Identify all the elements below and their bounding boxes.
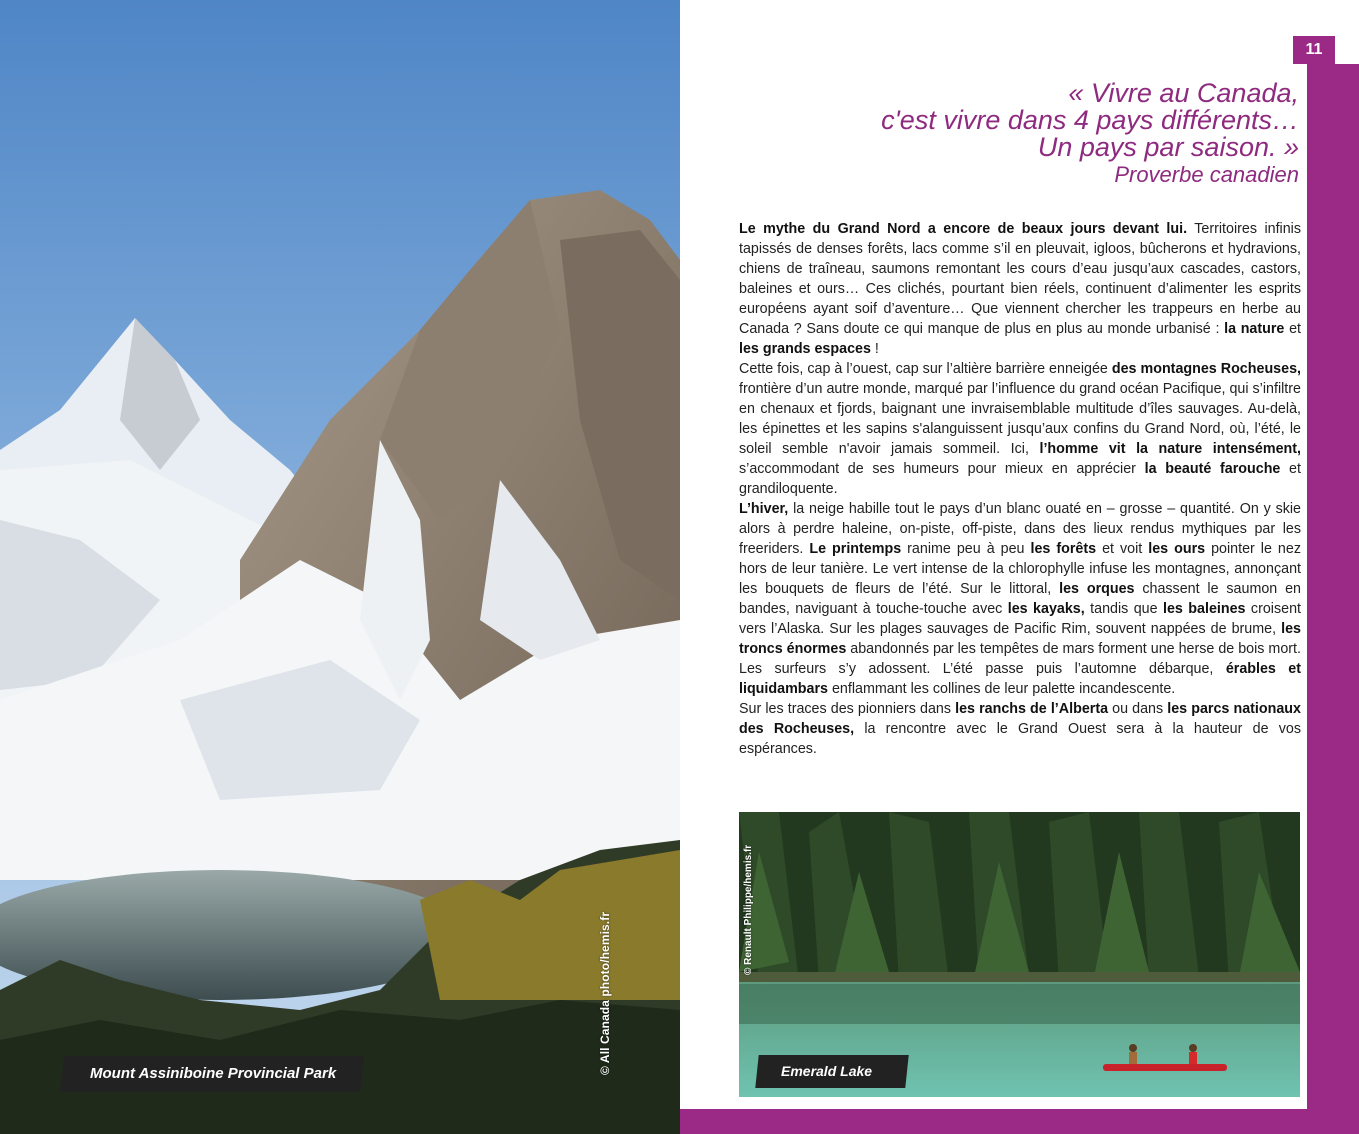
bold-run: les ranchs de l’Alberta — [955, 701, 1109, 717]
bold-run: érables et liquidambars — [739, 661, 1302, 697]
text-run: abandonnés par les tempêtes de mars forment une herse de bois mort. Les surfeurs s’y adossent. L’été passe puis l’automne débarque, — [739, 641, 1302, 677]
page-edge-bar — [1307, 64, 1359, 1134]
text-run: ! — [870, 341, 879, 357]
bold-run: L’hiver, — [739, 501, 789, 517]
paragraph-1 — [739, 219, 1301, 359]
bold-run: la nature — [1224, 321, 1285, 337]
bold-run: la beauté farouche — [1144, 461, 1281, 477]
text-run: ou dans — [1108, 701, 1168, 717]
body-text — [739, 219, 1301, 759]
text-run: Territoires infinis tapissés de denses forêts, lacs comme s’il en pleuvait, igloos, bûcherons et hydravions, chiens de traîneau, saumons remontant les cours d’eau jusqu’aux cascades, castors, baleines et ours… Ces clichés, pourtant bien réels, continuent d’alimenter les esprits européens ayant soif d’aventure… Que viennent chercher les trappeurs en herbe au Canada ? Sans doute ce qui manque de plus en plus au monde urbanisé : — [739, 221, 1301, 337]
text-run: et grandiloquente. — [739, 461, 1301, 497]
page-bottom-bar — [680, 1109, 1359, 1134]
bold-run: les troncs énormes — [739, 621, 1301, 657]
paragraph-2 — [739, 359, 1301, 499]
bold-run: les grands espaces — [739, 341, 871, 357]
text-run: Sur les traces des pionniers dans — [739, 701, 956, 717]
photo-caption-right-text: Emerald Lake — [781, 1063, 873, 1079]
photo-credit-left: © All Canada photo/hemis.fr — [598, 911, 612, 1075]
bold-run: les baleines — [1163, 601, 1246, 617]
bold-run: l’homme vit la nature intensément, — [1039, 441, 1301, 457]
photo-caption-right — [755, 1055, 908, 1088]
bold-run: les forêts — [1030, 541, 1097, 557]
text-run: ranime peu à peu — [901, 541, 1031, 557]
bold-run: les parcs nationaux des Rocheuses, — [739, 701, 1301, 737]
text-run: s’accommodant de ses humeurs pour mieux en apprécier — [739, 461, 1145, 477]
photo-caption-left-text: Mount Assiniboine Provincial Park — [90, 1065, 337, 1082]
bold-run: des montagnes Rocheuses, — [1111, 361, 1301, 377]
page-number: 11 — [1293, 36, 1335, 64]
text-run: frontière d’un autre monde, marqué par l’influence du grand océan Pacifique, qui s’infiltre en chenaux et fjords, baignant une invraisemblable multitude d’îles sauvages. Au-delà, les épinettes et les sapins s'alanguissent jusqu’aux confins du Grand Nord, où, l’été, le soleil semble n'avoir jamais sommeil. Ici, — [739, 381, 1301, 457]
text-run: chassent le saumon en bandes, naviguant à touche-touche avec — [739, 581, 1301, 617]
photo-caption-left — [60, 1056, 364, 1092]
paragraph-3 — [739, 499, 1301, 699]
text-run: et voit — [1096, 541, 1149, 557]
quote-line-2: c'est vivre dans 4 pays différents… — [881, 105, 1299, 135]
epigraph-quote — [739, 80, 1299, 189]
text-run: Cette fois, cap à l’ouest, cap sur l’altière barrière enneigée — [739, 361, 1112, 377]
text-run: tandis que — [1084, 601, 1163, 617]
quote-line-1: « Vivre au Canada, — [1068, 78, 1299, 108]
bold-run: Le printemps — [809, 541, 902, 557]
bold-run: les ours — [1148, 541, 1206, 557]
quote-source: Proverbe canadien — [1114, 162, 1299, 187]
text-run: la neige habille tout le pays d’un blanc ouaté en – grosse – quantité. On y skie alors à perdre haleine, on-piste, off-piste, dans des lieux rendus mythiques par les freeriders. — [739, 501, 1301, 557]
text-run: croisent vers l’Alaska. Sur les plages sauvages de Pacific Rim, souvent nappées de brume, — [739, 601, 1301, 637]
text-run: la rencontre avec le Grand Ouest sera à la hauteur de vos espérances. — [739, 721, 1301, 757]
bold-run: les kayaks, — [1007, 601, 1085, 617]
photo-credit-right: © Renault Philippe/hemis.fr — [743, 844, 754, 975]
quote-line-3: Un pays par saison. » — [1037, 132, 1299, 162]
text-run: pointer le nez hors de leur tanière. Le vert intense de la chlorophylle infuse les montagnes, annonçant les bouquets de fleurs de l’été. Sur le littoral, — [739, 541, 1301, 597]
paragraph-4 — [739, 699, 1301, 759]
bold-run: Le mythe du Grand Nord a encore de beaux jours devant lui. — [739, 221, 1188, 237]
text-run: enflammant les collines de leur palette incandescente. — [827, 681, 1176, 697]
text-run: et — [1284, 321, 1301, 337]
bold-run: les orques — [1059, 581, 1135, 597]
